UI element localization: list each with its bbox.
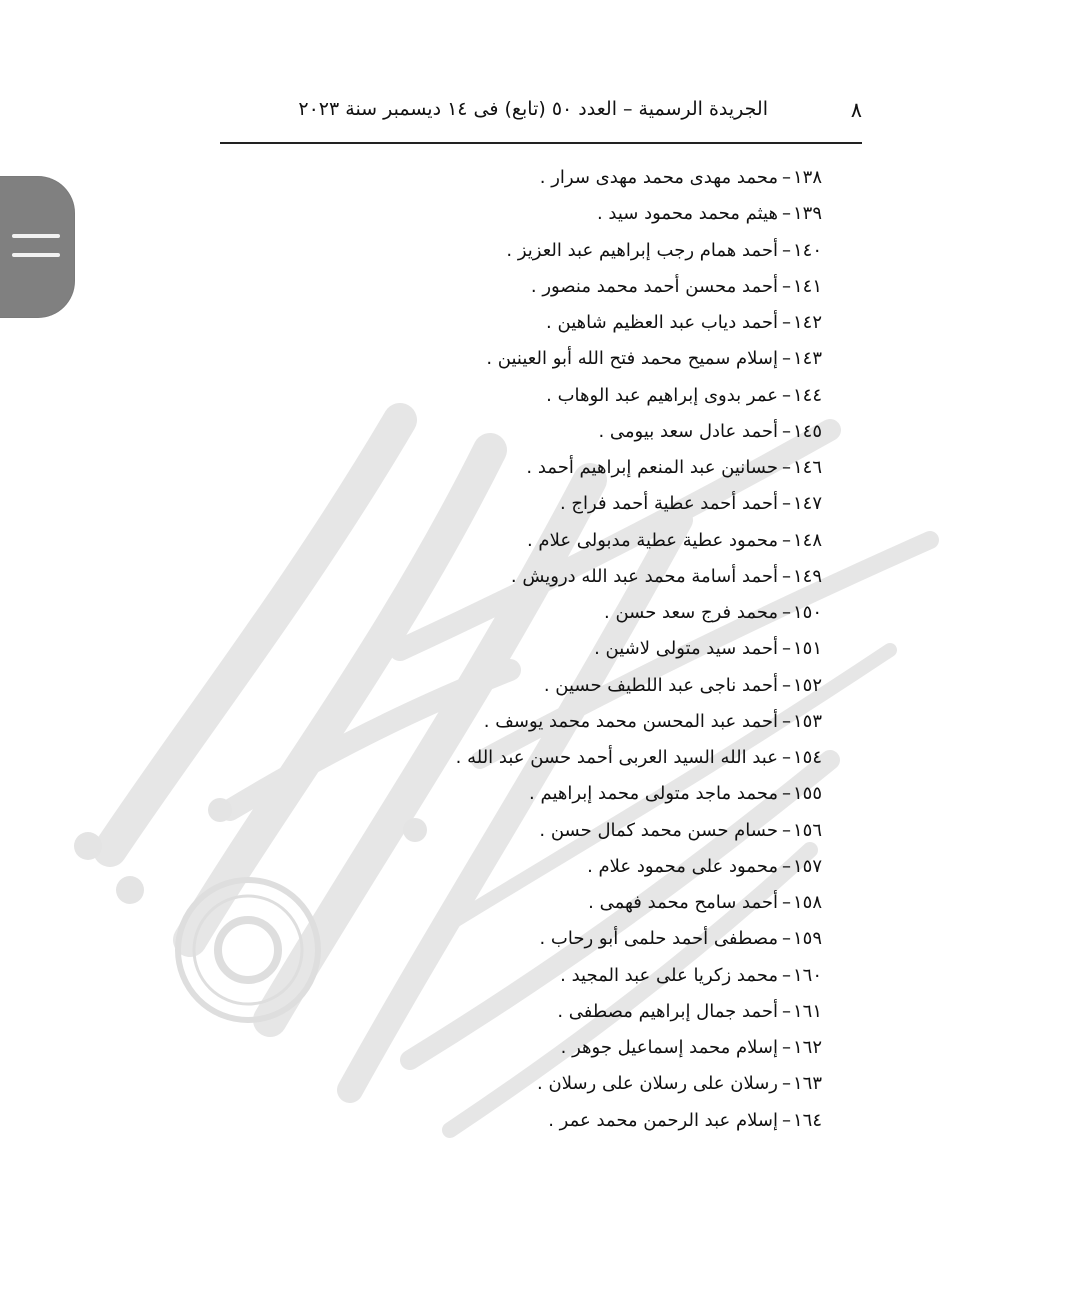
entry-number: ١٦٢: [792, 1037, 822, 1058]
page-header: [220, 96, 862, 130]
entry-number: ١٥٠: [792, 602, 822, 623]
entry-name: أحمد جمال إبراهيم مصطفى .: [557, 1000, 778, 1022]
list-item: [302, 269, 822, 305]
list-item: [302, 668, 822, 704]
entry-dash: –: [781, 565, 791, 587]
entry-name: إسلام محمد إسماعيل جوهر .: [560, 1037, 778, 1058]
entry-number: ١٣٨: [792, 167, 822, 188]
entry-number: ١٦١: [792, 1000, 822, 1022]
entry-dash: –: [781, 964, 791, 986]
entry-name: محمود على محمود علام .: [587, 855, 778, 877]
list-item: [302, 595, 822, 631]
entry-number: ١٤٣: [792, 348, 822, 370]
entry-name: أحمد محسن أحمد محمد منصور .: [530, 275, 778, 297]
list-item: [302, 1103, 822, 1139]
list-item: [302, 740, 822, 776]
entry-dash: –: [781, 384, 791, 406]
entry-dash: –: [781, 348, 791, 370]
entry-name: أحمد أحمد عطية أحمد فراج .: [559, 493, 778, 515]
entry-number: ١٥٥: [792, 783, 822, 805]
entry-dash: –: [781, 420, 791, 442]
list-item: [302, 414, 822, 450]
entry-name: إسلام عبد الرحمن محمد عمر .: [548, 1109, 778, 1131]
entry-number: ١٦٣: [792, 1073, 822, 1095]
entry-name: أحمد أسامة محمد عبد الله درويش .: [510, 565, 778, 587]
entry-dash: –: [781, 855, 791, 877]
entry-dash: –: [781, 529, 791, 551]
menu-lines-icon-bar: [12, 253, 60, 257]
side-menu-handle[interactable]: [0, 177, 74, 317]
list-item: [302, 958, 822, 994]
list-item: [302, 1030, 822, 1066]
names-list: [302, 160, 822, 1139]
entry-dash: –: [781, 1073, 791, 1095]
entry-dash: –: [781, 312, 791, 333]
entry-number: ١٣٩: [792, 203, 822, 225]
entry-number: ١٥٤: [792, 747, 822, 768]
entry-dash: –: [781, 892, 791, 913]
menu-lines-icon: [12, 234, 60, 238]
page-number: ٨: [850, 98, 862, 122]
entry-number: ١٤٠: [792, 239, 822, 261]
entry-name: رسلان على رسلان على رسلان .: [537, 1073, 778, 1095]
entry-name: عمر بدوى إبراهيم عبد الوهاب .: [546, 384, 778, 406]
entry-number: ١٥٦: [792, 819, 822, 841]
list-item: [302, 305, 822, 341]
entry-dash: –: [781, 457, 791, 478]
header-divider: [220, 142, 862, 144]
entry-dash: –: [781, 819, 791, 841]
entry-name: أحمد همام رجب إبراهيم عبد العزيز .: [506, 239, 778, 261]
entry-name: محمد فرج سعد حسن .: [604, 602, 778, 623]
entry-dash: –: [781, 710, 791, 732]
entry-number: ١٦٤: [792, 1109, 822, 1131]
entry-dash: –: [781, 203, 791, 225]
list-item: [302, 233, 822, 269]
list-item: [302, 776, 822, 812]
entry-name: أحمد دياب عبد العظيم شاهين .: [546, 312, 778, 333]
entry-dash: –: [781, 1037, 791, 1058]
list-item: [302, 196, 822, 232]
list-item: [302, 450, 822, 486]
entry-number: ١٥٧: [792, 855, 822, 877]
entry-dash: –: [781, 602, 791, 623]
entry-name: أحمد سامح محمد فهمى .: [588, 892, 778, 913]
entry-number: ١٤٩: [792, 565, 822, 587]
entry-number: ١٤٦: [792, 457, 822, 478]
list-item: [302, 994, 822, 1030]
list-item: [302, 631, 822, 667]
entry-dash: –: [781, 783, 791, 805]
entry-name: عبد الله السيد العربى أحمد حسن عبد الله .: [455, 747, 778, 768]
list-item: [302, 885, 822, 921]
entry-dash: –: [781, 167, 791, 188]
entry-name: حسانين عبد المنعم إبراهيم أحمد .: [526, 457, 778, 478]
entry-number: ١٥٩: [792, 928, 822, 950]
list-item: [302, 160, 822, 196]
entry-name: أحمد سيد متولى لاشين .: [594, 638, 778, 660]
list-item: [302, 486, 822, 522]
entry-number: ١٤٢: [792, 312, 822, 333]
entry-number: ١٤٤: [792, 384, 822, 406]
list-item: [302, 813, 822, 849]
entry-name: حسام حسن محمد كمال حسن .: [539, 819, 778, 841]
entry-number: ١٦٠: [792, 964, 822, 986]
entry-dash: –: [781, 493, 791, 515]
entry-number: ١٤٥: [792, 420, 822, 442]
entry-dash: –: [781, 928, 791, 950]
entry-name: محمد زكريا على عبد المجيد .: [560, 964, 778, 986]
entry-name: محمد مهدى محمد مهدى سرار .: [539, 167, 778, 188]
list-item: [302, 378, 822, 414]
entry-name: هيثم محمد محمود سيد .: [596, 203, 778, 225]
entry-dash: –: [781, 638, 791, 660]
list-item: [302, 1066, 822, 1102]
list-item: [302, 559, 822, 595]
entry-dash: –: [781, 239, 791, 261]
entry-number: ١٥١: [792, 638, 822, 660]
list-item: [302, 704, 822, 740]
entry-dash: –: [781, 275, 791, 297]
entry-dash: –: [781, 674, 791, 696]
entry-number: ١٥٢: [792, 674, 822, 696]
list-item: [302, 921, 822, 957]
entry-dash: –: [781, 1000, 791, 1022]
list-item: [302, 341, 822, 377]
entry-dash: –: [781, 747, 791, 768]
entry-number: ١٤٧: [792, 493, 822, 515]
entry-number: ١٥٨: [792, 892, 822, 913]
entry-name: أحمد عبد المحسن محمد محمد يوسف .: [483, 710, 778, 732]
entry-name: محمود عطية عطية مدبولى علام .: [526, 529, 778, 551]
gazette-issue-title: الجريدة الرسمية – العدد ٥٠ (تابع) فى ١٤ ديسمبر سنة ٢٠٢٣: [298, 98, 768, 120]
list-item: [302, 849, 822, 885]
entry-name: أحمد عادل سعد بيومى .: [598, 420, 778, 442]
entry-name: إسلام سميح محمد فتح الله أبو العينين .: [486, 348, 778, 370]
list-item: [302, 523, 822, 559]
entry-number: ١٥٣: [792, 710, 822, 732]
entry-number: ١٤٨: [792, 529, 822, 551]
entry-name: محمد ماجد متولى محمد إبراهيم .: [529, 783, 778, 805]
entry-name: أحمد ناجى عبد اللطيف حسين .: [543, 674, 778, 696]
entry-dash: –: [781, 1109, 791, 1131]
entry-name: مصطفى أحمد حلمى أبو رحاب .: [539, 928, 778, 950]
entry-number: ١٤١: [792, 275, 822, 297]
